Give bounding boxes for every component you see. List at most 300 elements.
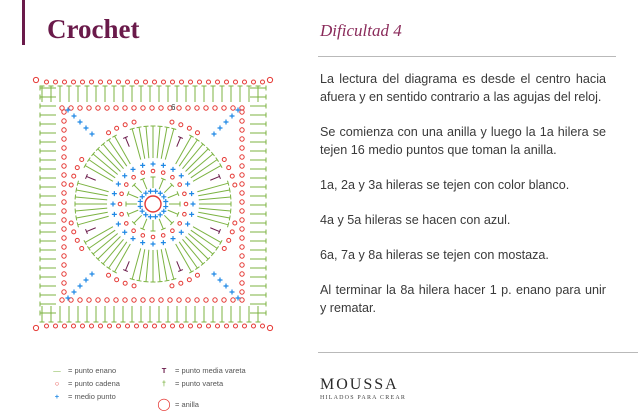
chain-stitch <box>90 80 94 84</box>
chain-stitch <box>120 192 124 196</box>
chain-stitch <box>231 106 235 110</box>
instruction-4: 4a y 5a hileras se hacen con azul. <box>320 213 511 227</box>
chain-stitch <box>189 324 193 328</box>
single-crochet-stitch <box>189 191 194 196</box>
treble-stitch <box>139 249 145 280</box>
chain-stitch <box>180 80 184 84</box>
instruction-2: Se comienza con una anilla y luego la 1a hilera se tejen 16 medio puntos que toman la anilla. <box>320 125 606 157</box>
chain-stitch <box>227 166 231 170</box>
treble-stitch <box>168 210 178 214</box>
legend <box>50 366 290 414</box>
chain-stitch <box>62 137 66 141</box>
chain-stitch <box>240 272 244 276</box>
chain-stitch <box>87 106 91 110</box>
chain-stitch <box>240 263 244 267</box>
treble-stitch <box>198 190 229 196</box>
chain-stitch <box>195 298 199 302</box>
legend-label: = anilla <box>175 399 199 409</box>
round-label: 6 <box>171 103 176 112</box>
treble-stitch <box>168 194 178 198</box>
treble-stitch <box>128 194 138 198</box>
chain-stitch <box>187 126 191 130</box>
single-crochet-stitch <box>163 204 168 209</box>
chain-stitch <box>213 106 217 110</box>
chain-stitch <box>230 230 234 234</box>
divider-bottom <box>318 352 638 353</box>
chain-stitch <box>187 278 191 282</box>
treble-stitch <box>132 129 141 160</box>
legend-label: = punto media vareta <box>175 366 246 375</box>
single-crochet-stitch <box>143 212 148 217</box>
chain-stitch <box>180 324 184 328</box>
chain-stitch <box>178 183 182 187</box>
chain-stitch <box>117 80 121 84</box>
chain-stitch <box>240 119 244 123</box>
treble-stitch <box>198 212 229 218</box>
treble-stitch-top <box>76 216 77 221</box>
chain-stitch <box>184 202 188 206</box>
chain-stitch <box>225 80 229 84</box>
single-crochet-stitch <box>116 222 121 227</box>
half-double-stitch <box>125 261 129 270</box>
treble-stitch <box>143 219 147 229</box>
chain-stitch <box>90 324 94 328</box>
punto-enano-icon: — <box>53 366 61 375</box>
treble-stitch-top <box>107 138 111 141</box>
half-double-stitch <box>177 261 181 270</box>
chain-stitch <box>207 80 211 84</box>
chain-stitch <box>114 298 118 302</box>
chain-stitch <box>75 166 79 170</box>
chain-stitch <box>126 80 130 84</box>
magic-ring <box>145 196 161 212</box>
chain-stitch <box>151 235 155 239</box>
chain-stitch <box>240 227 244 231</box>
treble-stitch-top <box>130 279 135 280</box>
chain-stitch <box>132 106 136 110</box>
chain-stitch <box>267 325 272 330</box>
single-crochet-stitch <box>78 284 83 289</box>
chain-stitch <box>240 128 244 132</box>
instruction-6: Al terminar la 8a hilera hacer 1 p. enano para unir y rematar. <box>320 283 606 315</box>
chain-stitch <box>240 245 244 249</box>
single-crochet-stitch <box>151 162 156 167</box>
difficulty-label: Dificultad 4 <box>320 21 402 40</box>
chain-stitch <box>118 202 122 206</box>
crochet-diagram <box>28 70 278 338</box>
title-accent-bar <box>22 0 25 45</box>
treble-stitch-top <box>107 267 111 270</box>
treble-stitch-top <box>87 158 90 162</box>
chain-stitch <box>62 281 66 285</box>
chain-stitch <box>243 80 247 84</box>
single-crochet-stitch <box>158 212 163 217</box>
treble-stitch <box>76 190 107 196</box>
treble-stitch-top <box>165 127 170 128</box>
chain-stitch <box>240 236 244 240</box>
chain-stitch <box>144 80 148 84</box>
chain-stitch <box>105 298 109 302</box>
chain-stitch <box>126 324 130 328</box>
chain-stitch <box>261 324 265 328</box>
chain-stitch <box>99 324 103 328</box>
treble-stitch-top <box>77 181 78 186</box>
treble-stitch-top <box>216 158 219 162</box>
treble-stitch-top <box>171 128 176 129</box>
chain-stitch <box>62 182 66 186</box>
chain-stitch <box>63 324 67 328</box>
chain-stitch <box>240 281 244 285</box>
single-crochet-stitch <box>171 236 176 241</box>
treble-stitch <box>159 179 163 189</box>
single-crochet-stitch <box>122 230 127 235</box>
single-crochet-stitch <box>163 199 168 204</box>
chain-stitch <box>240 182 244 186</box>
treble-stitch-top <box>228 181 229 186</box>
chain-stitch <box>115 126 119 130</box>
chain-stitch <box>204 106 208 110</box>
treble-stitch <box>78 216 109 225</box>
chain-stitch <box>125 222 129 226</box>
chain-stitch <box>132 176 136 180</box>
treble-stitch-top <box>130 128 135 129</box>
anilla-icon: ◯ <box>157 397 171 411</box>
chain-stitch <box>81 80 85 84</box>
chain-stitch <box>123 298 127 302</box>
chain-stitch <box>227 238 231 242</box>
chain-stitch <box>161 171 165 175</box>
chain-stitch <box>171 80 175 84</box>
chain-stitch <box>153 80 157 84</box>
chain-stitch <box>178 222 182 226</box>
chain-stitch <box>240 290 244 294</box>
chain-stitch <box>72 80 76 84</box>
chain-stitch <box>195 273 199 277</box>
single-crochet-stitch <box>171 167 176 172</box>
treble-stitch-top <box>195 267 199 270</box>
chain-stitch <box>234 80 238 84</box>
chain-stitch <box>62 290 66 294</box>
single-crochet-stitch <box>189 212 194 217</box>
chain-stitch <box>183 212 187 216</box>
chain-stitch <box>123 123 127 127</box>
treble-stitch <box>164 185 172 193</box>
treble-stitch <box>76 212 107 218</box>
single-crochet-stitch <box>84 278 89 283</box>
treble-stitch <box>159 219 163 229</box>
treble-stitch-top <box>228 222 229 227</box>
legend-label: = punto cadena <box>68 379 120 388</box>
chain-stitch <box>62 146 66 150</box>
punto-cadena-icon: ○ <box>54 379 60 388</box>
half-double-stitch <box>86 176 95 180</box>
chain-stitch <box>72 230 76 234</box>
legend-item <box>157 379 223 388</box>
legend-item <box>50 392 116 401</box>
single-crochet-stitch <box>230 290 235 295</box>
chain-stitch <box>195 106 199 110</box>
divider-top <box>318 56 616 57</box>
chain-stitch <box>153 324 157 328</box>
chain-stitch <box>159 298 163 302</box>
chain-stitch <box>222 246 226 250</box>
chain-stitch <box>105 106 109 110</box>
single-crochet-stitch <box>138 204 143 209</box>
single-crochet-stitch <box>218 278 223 283</box>
chain-stitch <box>171 229 175 233</box>
chain-stitch <box>123 281 127 285</box>
half-double-stitch <box>177 137 181 146</box>
chain-stitch <box>72 324 76 328</box>
chain-stitch <box>222 298 226 302</box>
chain-stitch <box>233 183 237 187</box>
chain-stitch <box>261 80 265 84</box>
legend-label: = punto enano <box>68 366 117 375</box>
treble-stitch-top <box>171 279 176 280</box>
chain-stitch <box>96 298 100 302</box>
chain-stitch <box>240 173 244 177</box>
single-crochet-stitch <box>218 126 223 131</box>
chain-stitch <box>75 238 79 242</box>
chain-stitch <box>186 298 190 302</box>
treble-stitch <box>165 129 174 160</box>
chain-stitch <box>252 80 256 84</box>
chain-stitch <box>170 284 174 288</box>
treble-stitch-top <box>229 216 230 221</box>
half-double-stitch <box>210 176 219 180</box>
chain-stitch <box>62 254 66 258</box>
chain-stitch <box>240 191 244 195</box>
chain-stitch <box>54 324 58 328</box>
chain-stitch <box>222 106 226 110</box>
single-crochet-stitch <box>161 163 166 168</box>
chain-stitch <box>243 324 247 328</box>
chain-stitch <box>207 324 211 328</box>
brand-logo <box>320 376 406 401</box>
single-crochet-stitch <box>84 126 89 131</box>
single-crochet-stitch <box>158 191 163 196</box>
chain-stitch <box>117 324 121 328</box>
chain-stitch <box>69 221 73 225</box>
chain-stitch <box>240 254 244 258</box>
chain-stitch <box>107 131 111 135</box>
chain-stitch <box>198 80 202 84</box>
treble-stitch <box>146 250 149 282</box>
chain-stitch <box>60 298 64 302</box>
chain-stitch <box>171 324 175 328</box>
chain-stitch <box>114 106 118 110</box>
treble-stitch <box>134 215 142 223</box>
chain-stitch <box>62 128 66 132</box>
single-crochet-stitch <box>185 222 190 227</box>
single-crochet-stitch <box>116 182 121 187</box>
single-crochet-stitch <box>185 182 190 187</box>
single-crochet-stitch <box>131 167 136 172</box>
single-crochet-stitch <box>153 214 158 219</box>
single-crochet-stitch <box>230 114 235 119</box>
chain-stitch <box>177 298 181 302</box>
chain-stitch <box>81 324 85 328</box>
treble-stitch <box>143 179 147 189</box>
single-crochet-stitch <box>179 230 184 235</box>
treble-stitch <box>165 248 174 279</box>
single-crochet-stitch <box>191 202 196 207</box>
chain-stitch <box>179 123 183 127</box>
treble-stitch <box>157 126 160 158</box>
medio-punto-icon: + <box>54 392 60 401</box>
treble-stitch <box>75 197 107 200</box>
chain-stitch <box>240 200 244 204</box>
chain-stitch <box>62 173 66 177</box>
treble-stitch-top <box>76 188 77 193</box>
chain-stitch <box>62 119 66 123</box>
chain-stitch <box>198 324 202 328</box>
single-crochet-stitch <box>140 209 145 214</box>
chain-stitch <box>240 209 244 213</box>
single-crochet-stitch <box>153 189 158 194</box>
single-crochet-stitch <box>138 199 143 204</box>
treble-stitch <box>78 183 109 192</box>
chain-stitch <box>54 80 58 84</box>
chain-stitch <box>267 77 272 82</box>
chain-stitch <box>141 106 145 110</box>
single-crochet-stitch <box>72 290 77 295</box>
single-crochet-stitch <box>90 132 95 137</box>
chain-stitch <box>78 298 82 302</box>
single-crochet-stitch <box>161 240 166 245</box>
chain-stitch <box>216 324 220 328</box>
treble-stitch <box>128 210 138 214</box>
instruction-3: 1a, 2a y 3a hileras se tejen con color blanco. <box>320 178 570 192</box>
instruction-5: 6a, 7a y 8a hileras se tejen con mostaza. <box>320 248 549 262</box>
chain-stitch <box>231 298 235 302</box>
chain-stitch <box>240 137 244 141</box>
half-double-stitch <box>210 228 219 232</box>
chain-stitch <box>141 298 145 302</box>
treble-stitch <box>161 127 167 158</box>
chain-stitch <box>62 209 66 213</box>
single-crochet-stitch <box>131 236 136 241</box>
single-crochet-stitch <box>212 132 217 137</box>
chain-stitch <box>141 234 145 238</box>
chain-stitch <box>222 158 226 162</box>
chain-stitch <box>161 234 165 238</box>
chain-stitch <box>80 246 84 250</box>
chain-stitch <box>144 324 148 328</box>
single-crochet-stitch <box>143 191 148 196</box>
treble-stitch <box>157 250 160 282</box>
chain-stitch <box>240 218 244 222</box>
chain-stitch <box>80 158 84 162</box>
brand-tagline: HILADOS PARA CREAR <box>320 395 407 401</box>
chain-stitch <box>151 169 155 173</box>
single-crochet-stitch <box>224 120 229 125</box>
page-title: Crochet <box>47 14 140 44</box>
half-double-stitch <box>86 228 95 232</box>
chain-stitch <box>96 106 100 110</box>
instruction-1: La lectura del diagrama es desde el centro hacia afuera y en sentido contrario a las agujas del reloj. <box>320 72 606 104</box>
chain-stitch <box>72 174 76 178</box>
treble-stitch <box>197 183 228 192</box>
treble-stitch <box>199 197 231 200</box>
single-crochet-stitch <box>72 114 77 119</box>
chain-stitch <box>87 298 91 302</box>
chain-stitch <box>120 212 124 216</box>
treble-stitch-top <box>137 280 142 281</box>
chain-stitch <box>168 298 172 302</box>
punto-media-vareta-icon: T <box>161 366 167 375</box>
single-crochet-stitch <box>161 209 166 214</box>
chain-stitch <box>62 236 66 240</box>
chain-stitch <box>99 80 103 84</box>
chain-stitch <box>62 191 66 195</box>
chain-stitch <box>213 298 217 302</box>
single-crochet-stitch <box>78 120 83 125</box>
chain-stitch <box>108 80 112 84</box>
single-crochet-stitch <box>122 173 127 178</box>
chain-stitch <box>240 164 244 168</box>
chain-stitch <box>45 324 49 328</box>
half-double-stitch <box>125 137 129 146</box>
single-crochet-stitch <box>161 194 166 199</box>
legend-item <box>157 397 199 411</box>
chain-stitch <box>195 131 199 135</box>
chain-stitch <box>240 146 244 150</box>
chain-stitch <box>63 80 67 84</box>
single-crochet-stitch <box>140 163 145 168</box>
treble-stitch-top <box>229 188 230 193</box>
chain-stitch <box>240 155 244 159</box>
chain-stitch <box>132 120 136 124</box>
single-crochet-stitch <box>140 240 145 245</box>
chain-stitch <box>233 221 237 225</box>
chain-stitch <box>179 281 183 285</box>
chain-stitch <box>141 171 145 175</box>
treble-stitch <box>139 127 145 158</box>
legend-label: = medio punto <box>68 392 116 401</box>
chain-stitch <box>62 164 66 168</box>
single-crochet-stitch <box>111 202 116 207</box>
treble-stitch <box>75 208 107 211</box>
chain-stitch <box>186 106 190 110</box>
treble-stitch <box>161 249 167 280</box>
treble-stitch <box>132 248 141 279</box>
chain-stitch <box>162 80 166 84</box>
chain-stitch <box>33 325 38 330</box>
treble-stitch-top <box>216 246 219 250</box>
chain-stitch <box>162 324 166 328</box>
treble-stitch <box>146 126 149 158</box>
chain-stitch <box>135 80 139 84</box>
chain-stitch <box>45 80 49 84</box>
chain-stitch <box>132 298 136 302</box>
single-crochet-stitch <box>148 214 153 219</box>
single-crochet-stitch <box>112 191 117 196</box>
chain-stitch <box>115 278 119 282</box>
chain-stitch <box>125 183 129 187</box>
chain-stitch <box>78 106 82 110</box>
chain-stitch <box>159 106 163 110</box>
treble-stitch-top <box>165 280 170 281</box>
chain-stitch <box>108 324 112 328</box>
legend-item <box>50 379 120 388</box>
treble-stitch-top <box>137 127 142 128</box>
chain-stitch <box>107 273 111 277</box>
chain-stitch <box>62 272 66 276</box>
chain-stitch <box>252 324 256 328</box>
chain-stitch <box>62 155 66 159</box>
single-crochet-stitch <box>140 194 145 199</box>
